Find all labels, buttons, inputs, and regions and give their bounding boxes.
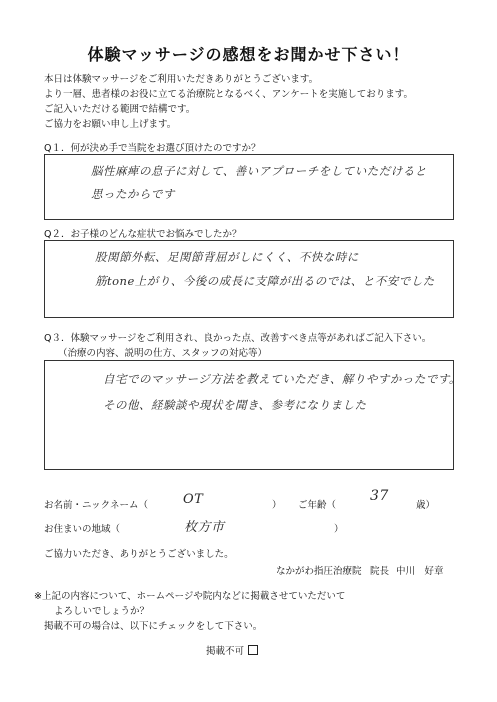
director-title: 院長	[370, 566, 390, 577]
q3-answer-line-2: その他、経験談や現状を聞き、参考になりました	[103, 398, 367, 412]
age-label: ご年齢（	[298, 500, 337, 511]
q3-label: Q３．体験マッサージをご利用され、良かった点、改善すべき点等があればご記入下さい。	[44, 333, 432, 344]
intro-line-4: ご協力をお願い申し上げます。	[44, 119, 177, 130]
name-close: ）	[272, 500, 282, 511]
name-value: OT	[183, 492, 204, 507]
intro-line-1: 本日は体験マッサージをご利用いただきありがとうございます。	[44, 74, 319, 85]
name-label: お名前・ニックネーム（	[44, 500, 149, 511]
q3-answer-line-1: 自宅でのマッサージ方法を教えていただき、解りやすかったです。	[103, 372, 461, 386]
publish-decline-label: 掲載不可	[206, 646, 245, 657]
q2-answer-box	[44, 240, 454, 318]
q1-answer-line-1: 脳性麻痺の息子に対して、善いアプローチをしていただけると	[91, 164, 427, 178]
q1-answer-box	[44, 154, 454, 220]
note-line-3: 掲載不可の場合は、以下にチェックをして下さい。	[44, 621, 263, 632]
q2-label: Q２．お子様のどんな症状でお悩みでしたか？	[44, 229, 242, 240]
intro-line-3: ご記入いただける範囲で結構です。	[44, 104, 196, 115]
area-close: ）	[334, 524, 344, 535]
clinic-name: なかがわ指圧治療院	[276, 566, 362, 577]
age-unit: 歳）	[416, 500, 436, 511]
q3-answer-box	[44, 360, 461, 470]
q2-answer-line-1: 股関節外転、足関節背屈がしにくく、不快な時に	[95, 250, 359, 264]
thanks-text: ご協力いただき、ありがとうございました。	[44, 549, 234, 560]
note-line-2: よろしいでしょうか？	[54, 606, 150, 617]
q1-label: Q１．何が決め手で当院をお選び頂けたのですか？	[44, 143, 261, 154]
director-name: 中川 好章	[396, 566, 444, 577]
q3-sublabel: （治療の内容、説明の仕方、スタッフの対応等）	[58, 348, 268, 359]
publish-decline-checkbox[interactable]	[248, 645, 258, 655]
note-line-1: ※上記の内容について、ホームページや院内などに掲載させていただいて	[34, 591, 346, 602]
page-title: 体験マッサージの感想をお聞かせ下さい！	[87, 45, 410, 64]
intro-line-2: より一層、患者様のお役に立てる治療院となるべく、アンケートを実施しております。	[44, 89, 413, 100]
q1-answer-line-2: 思ったからです	[91, 187, 175, 201]
area-label: お住まいの地域（	[44, 524, 121, 535]
age-value: 37	[370, 488, 389, 504]
area-value: 枚方市	[184, 520, 225, 535]
publish-decline-row[interactable]	[206, 643, 258, 657]
q2-answer-line-2: 筋tone上がり、今後の成長に支障が出るのでは、と不安でした	[95, 274, 435, 288]
